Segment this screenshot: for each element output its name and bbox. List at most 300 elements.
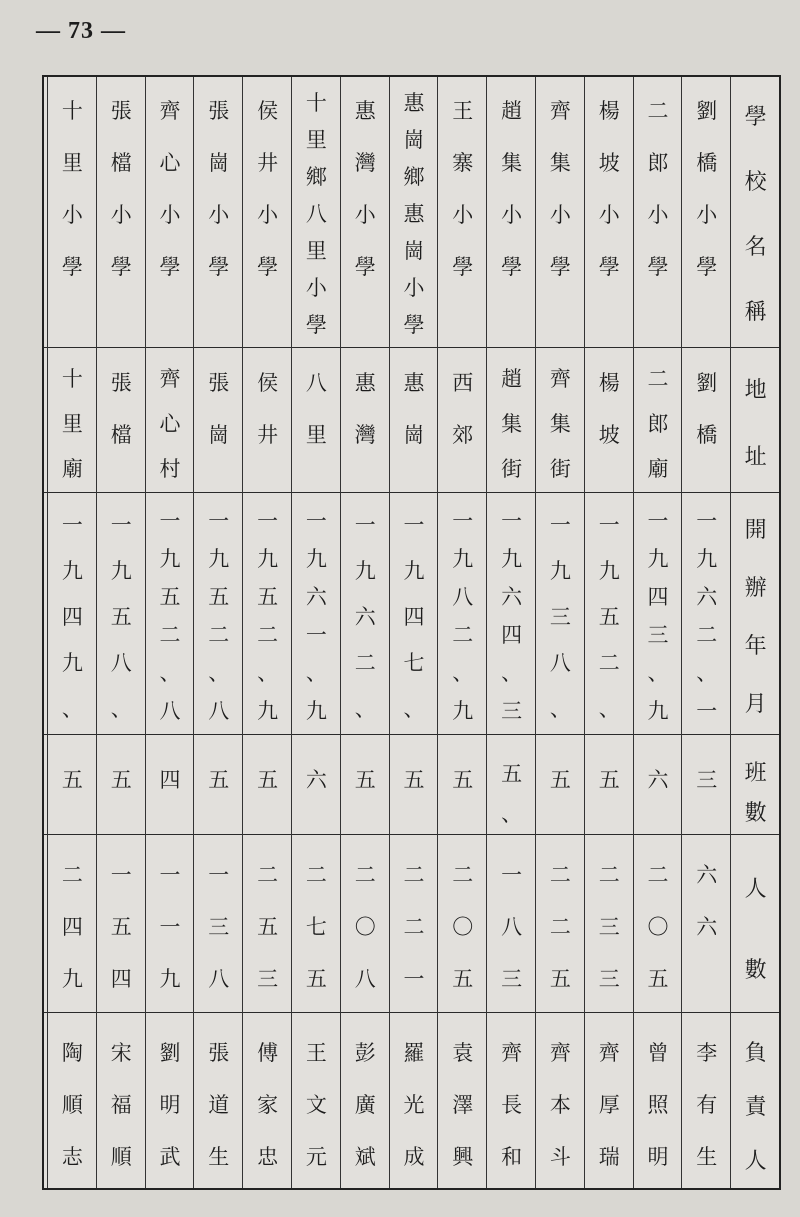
character: 學 [744,105,767,130]
character: 齊 [159,99,181,123]
character: 劉 [159,1041,181,1065]
character: 志 [61,1145,83,1169]
classes-cell [243,754,292,834]
character: 張 [208,371,230,395]
character: 九 [61,651,83,675]
character: 五 [549,768,571,792]
character: 學 [647,255,669,279]
character: 斗 [549,1145,571,1169]
character: 明 [159,1093,181,1117]
character: 學 [61,255,83,279]
character: 三 [208,915,230,939]
character: 二 [696,623,718,647]
character: 小 [549,203,571,227]
character: 八 [501,915,523,939]
classes-cell [390,754,439,834]
classes-cell [487,754,536,834]
character: 里 [305,128,327,152]
character: 三 [598,967,620,991]
character: 成 [403,1145,425,1169]
principal-cell [438,1027,487,1190]
character: 心 [159,151,181,175]
address-cell [585,357,634,492]
character: 五 [257,585,279,609]
character: 張 [208,1041,230,1065]
character: 五 [354,768,376,792]
character: 九 [61,559,83,583]
character: 長 [501,1093,523,1117]
founded-cell [48,502,97,734]
school-table [42,75,781,1190]
character: 村 [159,457,181,481]
character: 二 [549,915,571,939]
character: 齊 [549,1041,571,1065]
character: 年 [744,634,767,659]
character: 一 [110,863,132,887]
school-column [681,77,731,1188]
character: 八 [305,202,327,226]
character: 二 [598,863,620,887]
character: 一 [305,509,327,533]
character: 廣 [354,1093,376,1117]
character: 九 [305,699,327,723]
students-cell [487,849,536,1012]
name-cell [48,85,97,347]
character: 里 [305,239,327,263]
character: 里 [305,423,327,447]
character: 檔 [110,151,132,175]
classes-cell [146,754,195,834]
character: 集 [549,151,571,175]
character: 五 [257,768,279,792]
character: 六 [501,585,523,609]
address-cell [634,357,683,492]
character: 崗 [208,151,230,175]
address-cell [243,357,292,492]
character: 六 [354,605,376,629]
founded-cell [487,502,536,734]
address-cell [146,357,195,492]
character: 劉 [696,371,718,395]
character: 、 [305,661,327,685]
character: 一 [598,513,620,537]
character: 三 [501,699,523,723]
character: 惠 [403,371,425,395]
character: 地 [744,378,767,403]
character: 一 [452,509,474,533]
character: 五 [598,605,620,629]
character: 二 [208,623,230,647]
character: 二 [257,623,279,647]
principal-cell [146,1027,195,1190]
character: 楊 [598,371,620,395]
character: 三 [647,623,669,647]
character: 五 [208,585,230,609]
character: 小 [110,203,132,227]
character: 劉 [696,99,718,123]
character: 順 [110,1145,132,1169]
name-cell [682,85,731,347]
character: 寨 [452,151,474,175]
character: 集 [501,412,523,436]
character: 四 [501,623,523,647]
classes-cell [585,754,634,834]
character: 郎 [647,412,669,436]
character: 小 [61,203,83,227]
character: 、 [208,661,230,685]
character: 五 [257,915,279,939]
character: 九 [452,547,474,571]
character: 學 [110,255,132,279]
character: 一 [159,915,181,939]
founded-cell [292,502,341,734]
character: 井 [257,423,279,447]
character: 二 [257,863,279,887]
character: 六 [696,863,718,887]
character: 一 [647,509,669,533]
character: 一 [208,509,230,533]
character: 袁 [452,1041,474,1065]
character: 、 [549,697,571,721]
principal-cell [243,1027,292,1190]
character: 四 [61,915,83,939]
character: 一 [159,509,181,533]
founded-cell [682,502,731,734]
character: 文 [305,1093,327,1117]
character: 九 [159,547,181,571]
character: 九 [647,547,669,571]
character: 橋 [696,423,718,447]
character: 辦 [744,576,767,601]
character: 八 [110,651,132,675]
character: 五 [110,768,132,792]
character: 五 [61,768,83,792]
character: 一 [696,509,718,533]
character: 學 [501,255,523,279]
character: 灣 [354,423,376,447]
character: 二 [598,651,620,675]
character: 、 [501,802,523,826]
character: 九 [305,547,327,571]
founded-cell [438,502,487,734]
character: 趙 [501,99,523,123]
character: 集 [501,151,523,175]
character: 九 [549,559,571,583]
character: 三 [549,605,571,629]
character: 月 [744,692,767,717]
character: 小 [501,203,523,227]
character: 王 [305,1041,327,1065]
character: 九 [159,967,181,991]
character: 九 [354,559,376,583]
character: 名 [744,235,767,260]
school-column [145,77,195,1188]
character: 學 [305,313,327,337]
character: 心 [159,412,181,436]
character: 鄉 [305,165,327,189]
character: 二 [61,863,83,887]
character: 惠 [403,91,425,115]
character: 厚 [598,1093,620,1117]
character: 小 [598,203,620,227]
character: 八 [208,967,230,991]
character: 、 [159,661,181,685]
school-column [242,77,292,1188]
principal-cell [536,1027,585,1190]
character: 小 [257,203,279,227]
character: 二 [305,863,327,887]
students-cell [536,849,585,1012]
character: 人 [744,1149,767,1174]
character: 人 [744,877,767,902]
character: 瑞 [598,1145,620,1169]
classes-cell [292,754,341,834]
character: 道 [208,1093,230,1117]
character: 小 [403,276,425,300]
character: 街 [501,457,523,481]
principal-cell [682,1027,731,1190]
school-column [47,77,97,1188]
character: 稱 [744,300,767,325]
character: 七 [305,915,327,939]
character: 班 [744,761,767,786]
character: 校 [744,170,767,195]
character: 五 [110,915,132,939]
character: 曾 [647,1041,669,1065]
character: 張 [110,99,132,123]
character: 齊 [549,99,571,123]
character: 一 [501,863,523,887]
character: 六 [305,585,327,609]
character: 學 [452,255,474,279]
school-column [96,77,146,1188]
character: 開 [744,518,767,543]
character: 一 [159,863,181,887]
character: 井 [257,151,279,175]
school-column [389,77,439,1188]
school-column [486,77,536,1188]
character: 、 [696,661,718,685]
character: 二 [452,623,474,647]
character: 楊 [598,99,620,123]
principal-cell [48,1027,97,1190]
character: 址 [744,445,767,470]
character: 齊 [501,1041,523,1065]
character: 三 [501,967,523,991]
address-cell [341,357,390,492]
character: 學 [159,255,181,279]
character: 二 [549,863,571,887]
character: 九 [647,699,669,723]
classes-cell [194,754,243,834]
character: 、 [354,697,376,721]
students-cell [243,849,292,1012]
character: 張 [110,371,132,395]
character: 一 [549,513,571,537]
character: 生 [208,1145,230,1169]
character: 三 [598,915,620,939]
character: 八 [305,371,327,395]
character: 五 [110,605,132,629]
students-cell [194,849,243,1012]
character: 九 [257,547,279,571]
character: 〇 [647,915,669,939]
school-column [633,77,683,1188]
character: 〇 [452,915,474,939]
name-cell [97,85,146,347]
character: 五 [452,967,474,991]
character: 崗 [403,128,425,152]
classes-cell [634,754,683,834]
character: 、 [403,697,425,721]
classes-cell [48,754,97,834]
name-cell [292,85,341,347]
character: 學 [696,255,718,279]
character: 八 [208,699,230,723]
classes-cell [341,754,390,834]
classes-cell [438,754,487,834]
students-cell [97,849,146,1012]
character: 傅 [257,1041,279,1065]
header-address-cell [731,357,780,492]
character: 忠 [257,1145,279,1169]
character: 張 [208,99,230,123]
character: 數 [744,958,767,983]
character: 一 [696,699,718,723]
character: 、 [452,661,474,685]
address-cell [536,357,585,492]
character: 廟 [647,457,669,481]
students-cell [438,849,487,1012]
character: 橋 [696,151,718,175]
character: 三 [257,967,279,991]
founded-cell [634,502,683,734]
character: 二 [159,623,181,647]
character: 元 [305,1145,327,1169]
students-cell [682,849,731,1012]
character: 和 [501,1145,523,1169]
character: 一 [257,509,279,533]
character: 順 [61,1093,83,1117]
character: 五 [452,768,474,792]
character: 廟 [61,457,83,481]
founded-cell [536,502,585,734]
address-cell [390,357,439,492]
character: 九 [208,547,230,571]
character: 小 [208,203,230,227]
founded-cell [341,502,390,734]
character: 二 [647,367,669,391]
character: 十 [61,99,83,123]
header-column [730,77,780,1188]
character: 九 [452,699,474,723]
character: 、 [257,661,279,685]
founded-cell [390,502,439,734]
character: 二 [647,99,669,123]
founded-cell [243,502,292,734]
character: 六 [696,915,718,939]
character: 七 [403,651,425,675]
character: 惠 [403,202,425,226]
students-cell [146,849,195,1012]
school-column [584,77,634,1188]
name-cell [146,85,195,347]
name-cell [487,85,536,347]
address-cell [438,357,487,492]
character: 九 [598,559,620,583]
character: 學 [354,255,376,279]
principal-cell [194,1027,243,1190]
name-cell [634,85,683,347]
character: 五 [549,967,571,991]
principal-cell [634,1027,683,1190]
character: 里 [61,412,83,436]
character: 九 [61,967,83,991]
character: 五 [208,768,230,792]
character: 坡 [598,151,620,175]
character: 四 [159,768,181,792]
character: 二 [647,863,669,887]
principal-cell [292,1027,341,1190]
address-cell [97,357,146,492]
character: 五 [159,585,181,609]
school-column [193,77,243,1188]
founded-cell [97,502,146,734]
character: 六 [647,768,669,792]
character: 街 [549,457,571,481]
character: 三 [696,768,718,792]
header-classes-cell [731,754,780,834]
character: 五 [501,762,523,786]
students-cell [48,849,97,1012]
character: 惠 [354,371,376,395]
character: 興 [452,1145,474,1169]
character: 學 [598,255,620,279]
character: 一 [354,513,376,537]
character: 齊 [159,367,181,391]
character: 負 [744,1041,767,1066]
character: 五 [403,768,425,792]
school-column [291,77,341,1188]
students-cell [585,849,634,1012]
character: 家 [257,1093,279,1117]
students-cell [292,849,341,1012]
character: 二 [354,651,376,675]
character: 一 [403,513,425,537]
character: 惠 [354,99,376,123]
character: 本 [549,1093,571,1117]
founded-cell [194,502,243,734]
classes-cell [536,754,585,834]
character: 照 [647,1093,669,1117]
students-cell [341,849,390,1012]
school-column [535,77,585,1188]
character: 九 [403,559,425,583]
character: 光 [403,1093,425,1117]
name-cell [390,85,439,347]
name-cell [536,85,585,347]
school-column [437,77,487,1188]
name-cell [194,85,243,347]
character: 數 [744,801,767,826]
character: 福 [110,1093,132,1117]
character: 一 [403,967,425,991]
principal-cell [341,1027,390,1190]
character: 學 [403,313,425,337]
character: 學 [208,255,230,279]
character: 陶 [61,1041,83,1065]
principal-cell [97,1027,146,1190]
